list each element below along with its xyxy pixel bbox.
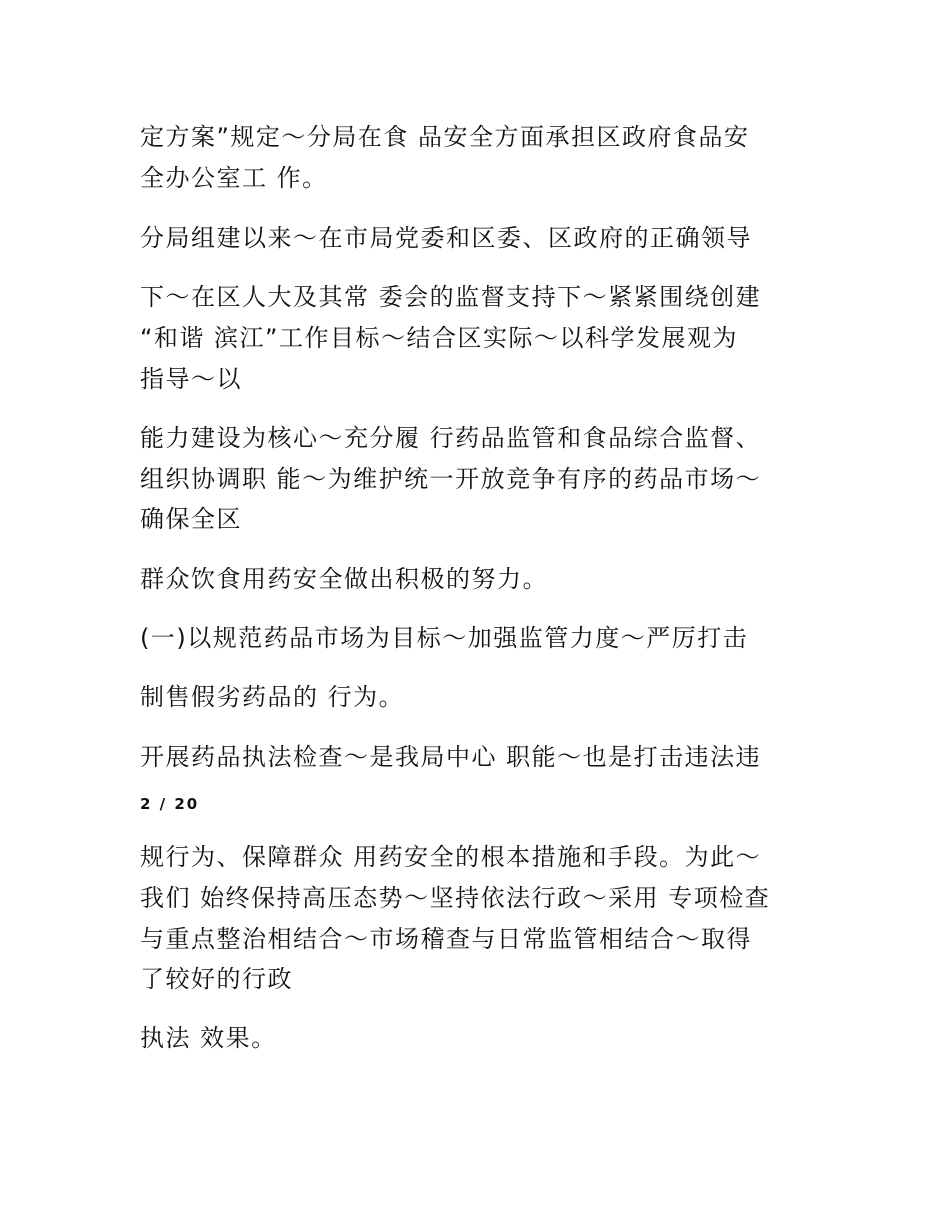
text-line: 定方案”规定～分局在食 品安全方面承担区政府食品安 xyxy=(140,123,750,151)
text-line: 组织协调职 能～为维护统一开放竞争有序的药品市场～ xyxy=(140,465,762,493)
text-line: 执法 效果。 xyxy=(140,1024,277,1052)
text-line: 群众饮食用药安全做出积极的努力。 xyxy=(140,565,548,593)
text-line: 规行为、保障群众 用药安全的根本措施和手段。为此～ xyxy=(140,843,762,871)
text-line: 能力建设为核心～充分履 行药品监管和食品综合监督、 xyxy=(140,424,762,452)
text-line: 我们 始终保持高压态势～坚持依法行政～采用 专项检查 xyxy=(140,884,771,912)
text-line: 指导～以 xyxy=(140,365,242,393)
page-number: 2 / 20 xyxy=(140,795,200,813)
text-line: 制售假劣药品的 行为。 xyxy=(140,683,405,711)
text-line: 确保全区 xyxy=(140,505,242,533)
text-line: 开展药品执法检查～是我局中心 职能～也是打击违法违 xyxy=(140,743,762,771)
text-line: 下～在区人大及其常 委会的监督支持下～紧紧围绕创建 xyxy=(140,283,762,311)
text-line: 与重点整治相结合～市场稽查与日常监管相结合～取得 xyxy=(140,925,752,953)
text-line: 了较好的行政 xyxy=(140,965,293,993)
text-line: “和谐 滨江”工作目标～结合区实际～以科学发展观为 xyxy=(140,324,738,352)
text-line: (一)以规范药品市场为目标～加强监管力度～严厉打击 xyxy=(140,624,749,652)
text-line: 分局组建以来～在市局党委和区委、区政府的正确领导 xyxy=(140,224,752,252)
text-line: 全办公室工 作。 xyxy=(140,164,328,192)
